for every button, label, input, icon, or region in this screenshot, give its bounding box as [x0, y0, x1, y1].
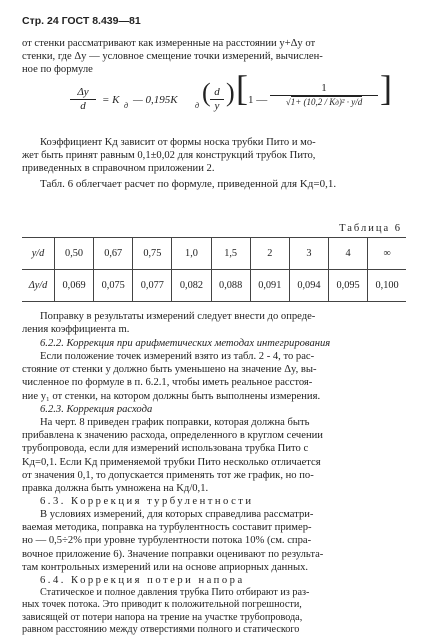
- text-line: равном расстоянию между отверстиями полного и статического: [22, 623, 300, 635]
- text-line: численное по формуле в п. 6.2.1, чтобы иметь реальное расстоя-: [22, 377, 313, 389]
- table-row-head: Δy/d: [22, 270, 55, 302]
- section-6-3-heading: 6.3. Коррекция турбулентности: [40, 496, 254, 507]
- intro-paragraph: [22, 37, 406, 77]
- correction-paragraph: [22, 310, 406, 336]
- root-text: 1+ (10,2 / K: [290, 97, 336, 108]
- coef-paragraph: [22, 136, 406, 176]
- table-cell: 0,75: [133, 238, 172, 270]
- text-line: но — 0,5÷2% при уровне турбулентности потока 10% (см. спра-: [22, 535, 312, 547]
- paren-den: y: [214, 100, 220, 113]
- table-cell: 0,088: [211, 270, 250, 302]
- formula-lhs-den: d: [80, 100, 86, 113]
- text-line: Поправку в результаты измерений следует внести до опреде-: [40, 311, 316, 322]
- table-cell: 0,100: [368, 270, 406, 302]
- table-cell: 0,075: [94, 270, 133, 302]
- paren-open: (: [202, 78, 211, 107]
- page-header: Стр. 24 ГОСТ 8.439—81: [22, 15, 141, 27]
- paren-num: d: [210, 86, 224, 100]
- table-row: [22, 270, 406, 302]
- formula-sub: д: [124, 101, 129, 110]
- text-line: там контрольных измерений или на основе априорных данных.: [22, 561, 309, 573]
- formula-main-frac: [270, 82, 378, 110]
- table-cell: 0,50: [55, 238, 94, 270]
- text-line: стояние от стенки y должно быть уменьшено на значение Δy, вы-: [22, 364, 317, 376]
- text-line: зависящей от потери напора на трение на участке трубопровода,: [22, 611, 303, 623]
- table-cell: 1,0: [172, 238, 211, 270]
- text-line: Kд=0,1. Если Kд применяемой трубки Пито несколько отличается: [22, 456, 321, 468]
- coef-line: жет быть принят равным 0,1±0,02 для конструкций трубок Пито,: [22, 150, 316, 162]
- bracket-open: [: [236, 68, 248, 108]
- table-intro: Табл. 6 облегчает расчет по формуле, приведенной для Kд=0,1.: [40, 178, 337, 190]
- intro-line: стенки, где Δy — условное смещение точки измерений, вычислен-: [22, 51, 323, 63]
- text-line: прибавлена к значению расхода, определенного в круглом сечении: [22, 430, 323, 442]
- table-cell: ∞: [368, 238, 406, 270]
- text-line: В условиях измерений, для которых справедлива рассматри-: [40, 509, 314, 520]
- table-row-head: y/d: [22, 238, 55, 270]
- bracket-close: ]: [380, 68, 392, 108]
- root-tail: )² · y/d: [338, 97, 363, 108]
- table-cell: 3: [289, 238, 328, 270]
- text-line: ления коэффициента m.: [22, 324, 130, 336]
- root-sub: д: [335, 99, 339, 108]
- table-cell: 0,095: [328, 270, 367, 302]
- table-caption: Таблица 6: [339, 223, 402, 234]
- section-6-4-text: [22, 587, 406, 636]
- paren-close: ): [226, 78, 235, 107]
- formula-sub-2: д: [195, 101, 200, 110]
- main-den: √1+ (10,2 / Kд)² · y/d: [285, 97, 363, 108]
- text-line: ваемая методика, поправка на турбулентность составит пример-: [22, 522, 312, 534]
- delta-y-formula: [40, 68, 410, 124]
- formula-mid: — 0,195K: [133, 94, 178, 106]
- section-6-3-text: [22, 508, 406, 574]
- table-cell: 1,5: [211, 238, 250, 270]
- table-cell: 0,091: [250, 270, 289, 302]
- formula-lhs-num: Δy: [70, 86, 96, 100]
- formula-lhs: [70, 86, 96, 113]
- table-cell: 0,077: [133, 270, 172, 302]
- text-line: вочное приложение 6). Значение поправки оценивают по результа-: [22, 548, 324, 560]
- table-row: [22, 238, 406, 270]
- text-line: трубопровода, если для измерений использована трубка Пито с: [22, 443, 309, 455]
- coef-line: приведенных в справочном приложении 2.: [22, 163, 215, 175]
- text-line: Статическое и полное давления трубка Пито отбирают из раз-: [40, 587, 310, 598]
- text-line: правка должна быть умножена на Kд/0,1.: [22, 483, 209, 495]
- table-cell: 2: [250, 238, 289, 270]
- table-cell: 4: [328, 238, 367, 270]
- section-6-2-2-heading: 6.2.2. Коррекция при арифметических методах интегрирования: [40, 338, 331, 349]
- text-line: Если положение точек измерений взято из табл. 2 - 4, то рас-: [40, 351, 315, 362]
- section-6-2-2-text: [22, 350, 406, 403]
- main-num: 1: [270, 82, 378, 96]
- table-cell: 0,082: [172, 270, 211, 302]
- intro-line: от стенки рассматривают как измеренные на расстоянии y+Δy от: [22, 38, 316, 49]
- section-6-2-3-text: [22, 416, 406, 495]
- intro-line: ное по формуле: [22, 64, 93, 76]
- formula-one: 1 —: [248, 94, 268, 106]
- text-line: ние y₁ от стенки, на котором должны быть выполнены измерения.: [22, 390, 321, 402]
- formula-paren-frac: [210, 86, 224, 113]
- section-6-4-heading: 6.4. Коррекция потери напора: [40, 575, 245, 586]
- table-cell: 0,069: [55, 270, 94, 302]
- data-table: [22, 237, 406, 302]
- table-cell: 0,094: [289, 270, 328, 302]
- formula-eq: = K: [102, 94, 120, 106]
- text-line: ных точек потока. Это приводит к положительной погрешности,: [22, 599, 302, 611]
- section-6-2-3-heading: 6.2.3. Коррекция расхода: [40, 404, 153, 415]
- text-line: от значения 0,1, то допускается применять тот же график, но по-: [22, 469, 314, 481]
- coef-line: Коэффициент Kд зависит от формы носка трубки Пито и мо-: [40, 137, 316, 148]
- table-cell: 0,67: [94, 238, 133, 270]
- text-line: На черт. 8 приведен график поправки, которая должна быть: [40, 417, 310, 428]
